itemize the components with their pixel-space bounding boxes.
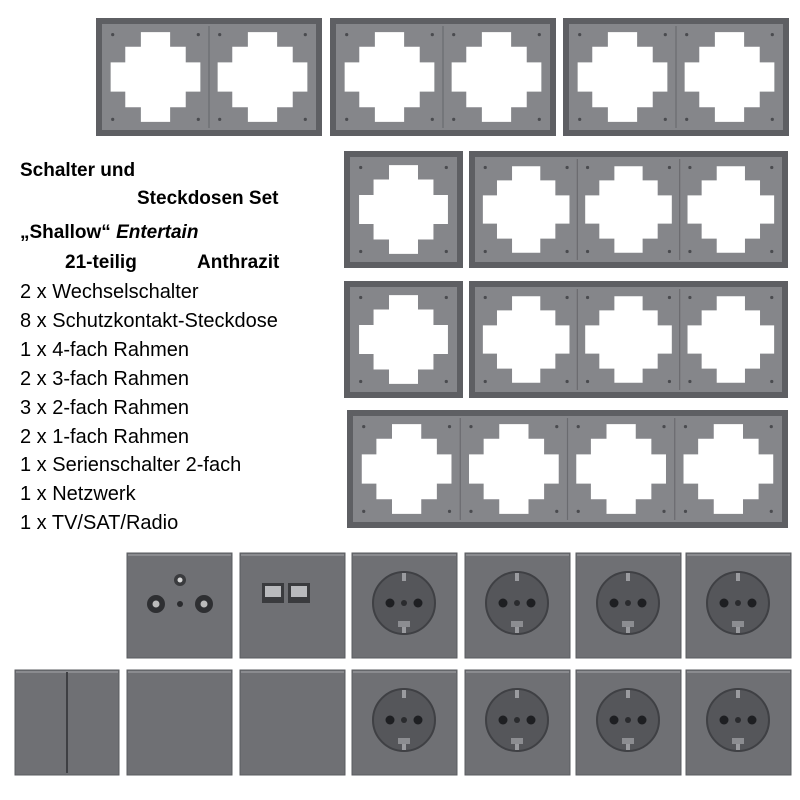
list-item: 1 x TV/SAT/Radio [20,512,179,534]
list-item: 1 x Serienschalter 2-fach [20,454,242,476]
list-item: 2 x 3-fach Rahmen [20,368,189,390]
series-switch-2-fach [15,670,119,775]
list-item: 1 x Netzwerk [20,483,136,505]
toggle-switch [127,670,232,775]
toggle-switch [240,670,345,775]
list-item: 1 x 4-fach Rahmen [20,339,189,361]
set-title-line1: Schalter und [20,160,136,181]
schuko-socket [576,670,681,775]
schuko-socket [576,553,681,658]
color-name: Anthrazit [197,252,280,273]
list-item: 2 x 1-fach Rahmen [20,426,189,448]
tv-sat-radio-outlet [127,553,232,658]
series-name: „Shallow“ [20,222,111,243]
network-outlet [240,553,345,658]
series-variant: Entertain [116,222,199,243]
schuko-socket [352,670,457,775]
schuko-socket [686,670,791,775]
schuko-socket [686,553,791,658]
piece-count: 21-teilig [65,252,137,273]
schuko-socket [352,553,457,658]
list-item: 8 x Schutzkontakt-Steckdose [20,310,278,332]
list-item: 2 x Wechselschalter [20,281,199,303]
list-item: 3 x 2-fach Rahmen [20,397,189,419]
schuko-socket [465,670,570,775]
set-title-line2: Steckdosen Set [137,188,279,209]
schuko-socket [465,553,570,658]
